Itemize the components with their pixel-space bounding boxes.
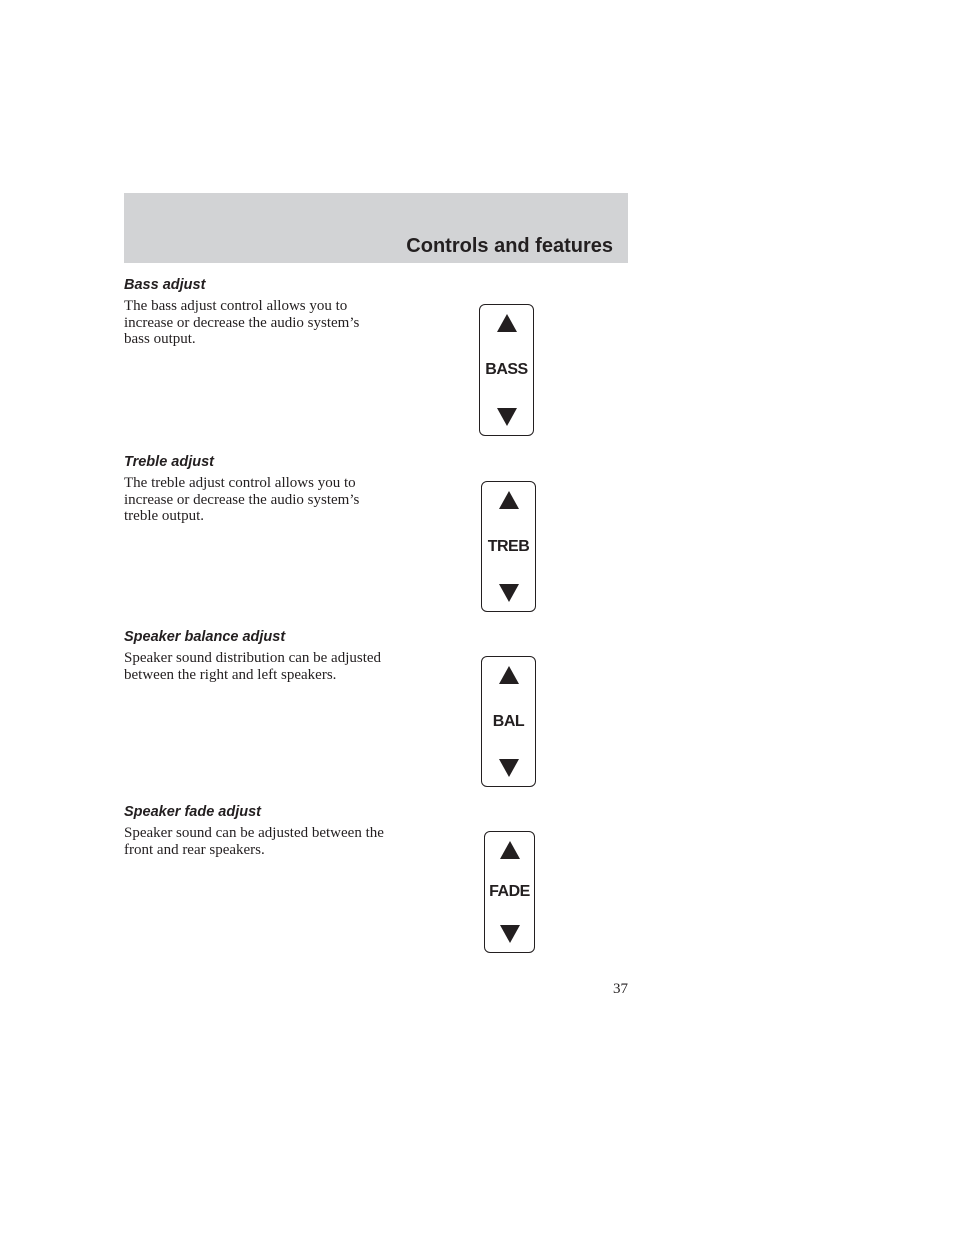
section-fade (124, 803, 384, 858)
triangle-down-icon[interactable] (500, 925, 520, 943)
triangle-down-icon[interactable] (499, 759, 519, 777)
control-label: BASS (485, 361, 528, 378)
bass-control-button[interactable] (479, 304, 534, 436)
section-body: The treble adjust control allows you to increase or decrease the audio system’s treble output. (124, 475, 360, 524)
control-label: FADE (489, 883, 530, 900)
section-heading: Speaker fade adjust (124, 804, 261, 820)
section-heading: Treble adjust (124, 454, 214, 470)
balance-control-button[interactable] (481, 656, 536, 787)
section-body: Speaker sound distribution can be adjusted between the right and left speakers. (124, 650, 382, 683)
section-balance (124, 628, 384, 683)
fade-control-button[interactable] (484, 831, 535, 953)
control-label: TREB (487, 537, 530, 555)
section-heading: Bass adjust (124, 277, 206, 293)
control-label: BAL (492, 712, 525, 730)
triangle-up-icon[interactable] (499, 666, 519, 684)
section-bass (124, 276, 384, 348)
header-band (124, 193, 628, 263)
page-title: Controls and features (406, 235, 613, 257)
triangle-up-icon[interactable] (500, 841, 520, 859)
section-body: The bass adjust control allows you to increase or decrease the audio system’s bass output. (124, 298, 360, 347)
section-heading: Speaker balance adjust (124, 629, 286, 645)
triangle-up-icon[interactable] (497, 314, 517, 332)
page-number: 37 (613, 981, 628, 997)
triangle-down-icon[interactable] (499, 584, 519, 602)
section-body: Speaker sound can be adjusted between the front and rear speakers. (124, 825, 384, 858)
triangle-up-icon[interactable] (499, 491, 519, 509)
section-treble (124, 453, 384, 525)
triangle-down-icon[interactable] (497, 408, 517, 426)
treble-control-button[interactable] (481, 481, 536, 612)
